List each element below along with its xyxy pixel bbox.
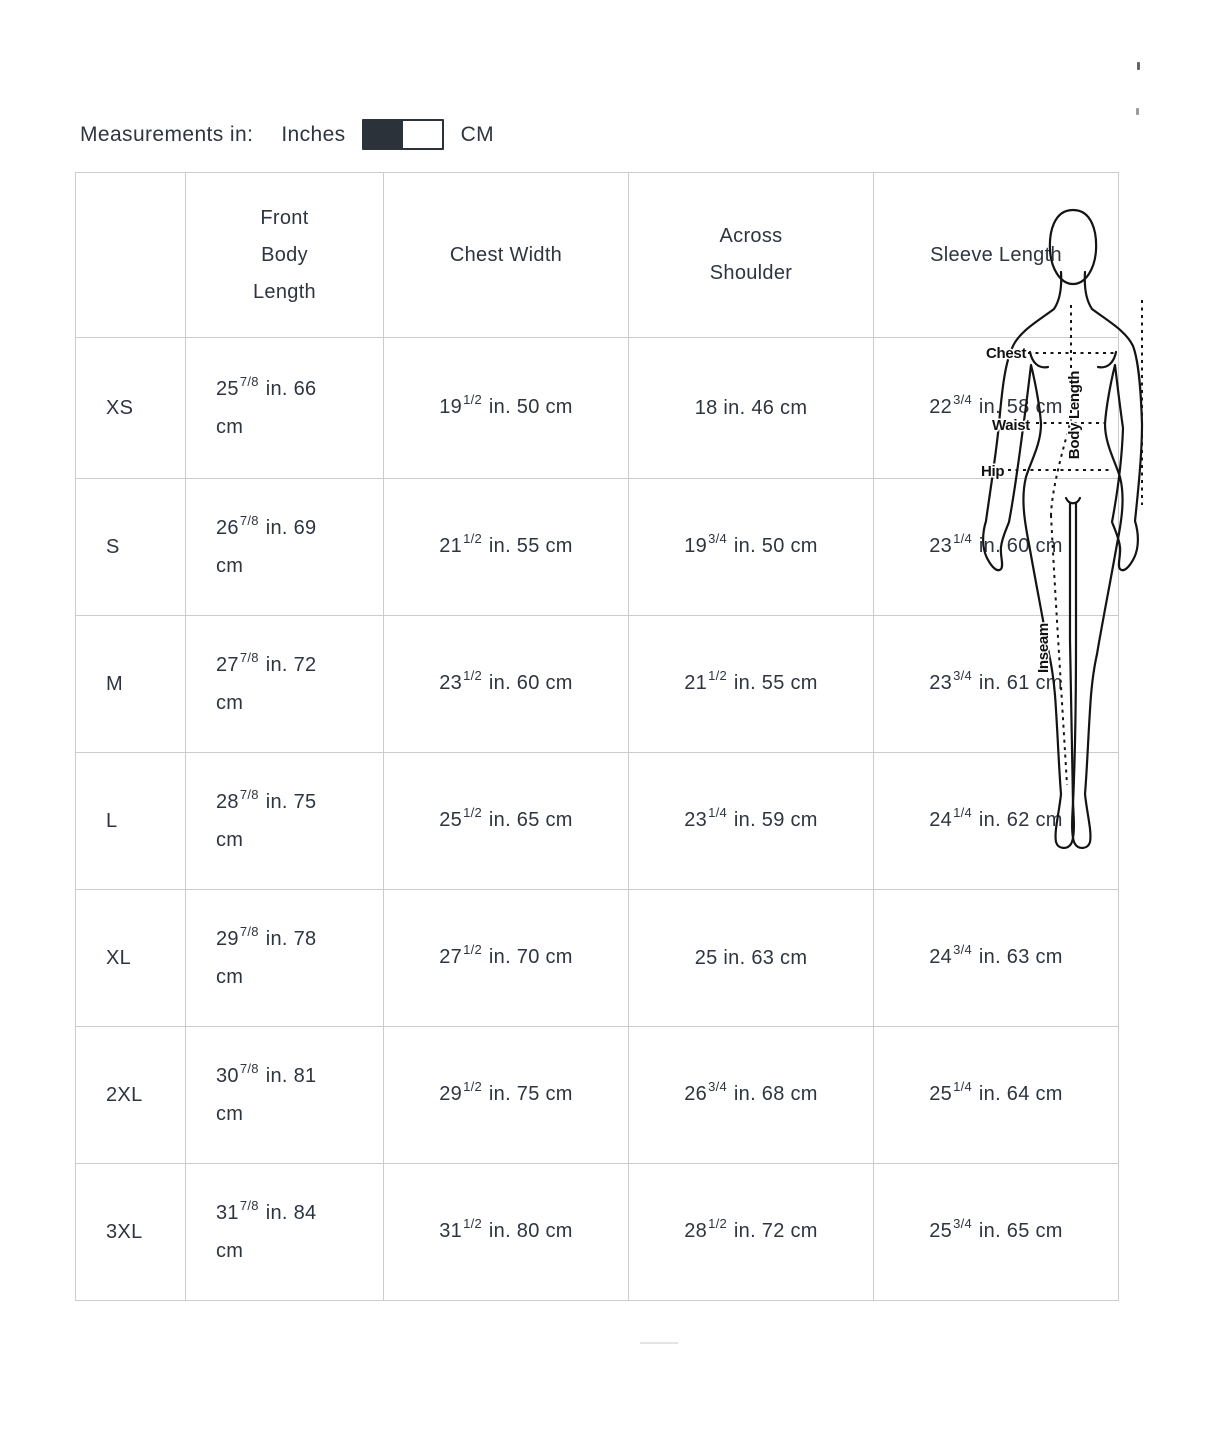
header-cell-across-shoulder: Across Shoulder — [629, 173, 874, 338]
size-chart-table — [75, 172, 1119, 1301]
table-row — [76, 338, 1119, 479]
inseam-label: Inseam — [1035, 623, 1052, 673]
measurement-cell: 25 in. 63 cm — [629, 890, 874, 1027]
measurement-cell: $23^{1/2}$ in. 60 cm — [384, 616, 629, 753]
measurement-cell: $25^{7/8}$ in. 66 cm — [186, 338, 384, 479]
table-row — [76, 890, 1119, 1027]
size-cell: M — [76, 616, 186, 753]
table-row — [76, 616, 1119, 753]
measurement-cell: $24^{1/4}$ in. 62 cm — [874, 753, 1119, 890]
artifact-mark-bottom — [1136, 108, 1139, 115]
size-cell: 3XL — [76, 1164, 186, 1301]
measurement-cell: $28^{7/8}$ in. 75 cm — [186, 753, 384, 890]
measurement-cell: 18 in. 46 cm — [629, 338, 874, 479]
unit-toggle-switch[interactable] — [362, 119, 444, 150]
size-cell: XS — [76, 338, 186, 479]
faint-divider-line — [640, 1342, 678, 1344]
measurement-cell: $31^{7/8}$ in. 84 cm — [186, 1164, 384, 1301]
unit-selector — [80, 119, 494, 150]
measurement-cell: $25^{1/2}$ in. 65 cm — [384, 753, 629, 890]
header-cell-chest-width: Chest Width — [384, 173, 629, 338]
measurement-cell: $21^{1/2}$ in. 55 cm — [629, 616, 874, 753]
measurement-cell: $23^{1/4}$ in. 60 cm — [874, 479, 1119, 616]
unit-option-cm[interactable]: CM — [460, 122, 495, 146]
header-row — [76, 173, 1119, 338]
measurement-cell: $26^{7/8}$ in. 69 cm — [186, 479, 384, 616]
waist-label: Waist — [992, 417, 1030, 434]
size-cell: L — [76, 753, 186, 890]
size-cell: 2XL — [76, 1027, 186, 1164]
size-cell: S — [76, 479, 186, 616]
table-row — [76, 1164, 1119, 1301]
size-table-body — [76, 338, 1119, 1301]
hip-label: Hip — [981, 463, 1005, 480]
measurement-cell: $23^{3/4}$ in. 61 cm — [874, 616, 1119, 753]
measurement-cell: $29^{7/8}$ in. 78 cm — [186, 890, 384, 1027]
measurement-cell: $21^{1/2}$ in. 55 cm — [384, 479, 629, 616]
measurement-cell: $31^{1/2}$ in. 80 cm — [384, 1164, 629, 1301]
table-row — [76, 1027, 1119, 1164]
artifact-mark-top — [1137, 62, 1140, 70]
measurement-cell: $23^{1/4}$ in. 59 cm — [629, 753, 874, 890]
measurement-cell: $30^{7/8}$ in. 81 cm — [186, 1027, 384, 1164]
measurement-cell: $19^{1/2}$ in. 50 cm — [384, 338, 629, 479]
measurement-cell: $22^{3/4}$ in. 58 cm — [874, 338, 1119, 479]
measurement-cell: $28^{1/2}$ in. 72 cm — [629, 1164, 874, 1301]
table-row — [76, 753, 1119, 890]
table-row — [76, 479, 1119, 616]
measurement-cell: $25^{3/4}$ in. 65 cm — [874, 1164, 1119, 1301]
unit-option-inches[interactable]: Inches — [281, 122, 346, 146]
measurement-cell: $27^{7/8}$ in. 72 cm — [186, 616, 384, 753]
measurement-cell: $19^{3/4}$ in. 50 cm — [629, 479, 874, 616]
unit-selector-label: Measurements in: — [80, 122, 254, 146]
measurement-cell: $27^{1/2}$ in. 70 cm — [384, 890, 629, 1027]
body-length-label: Body Length — [1066, 370, 1083, 460]
size-cell: XL — [76, 890, 186, 1027]
header-cell-front-body-length: Front Body Length — [186, 173, 384, 338]
measurement-cell: $29^{1/2}$ in. 75 cm — [384, 1027, 629, 1164]
measurement-cell: $25^{1/4}$ in. 64 cm — [874, 1027, 1119, 1164]
measurement-cell: $24^{3/4}$ in. 63 cm — [874, 890, 1119, 1027]
unit-toggle-knob — [364, 121, 403, 148]
header-cell-sleeve-length: Sleeve Length — [874, 173, 1119, 338]
chest-label: Chest — [986, 345, 1027, 362]
measurement-cell: $26^{3/4}$ in. 68 cm — [629, 1027, 874, 1164]
header-cell-size — [76, 173, 186, 338]
